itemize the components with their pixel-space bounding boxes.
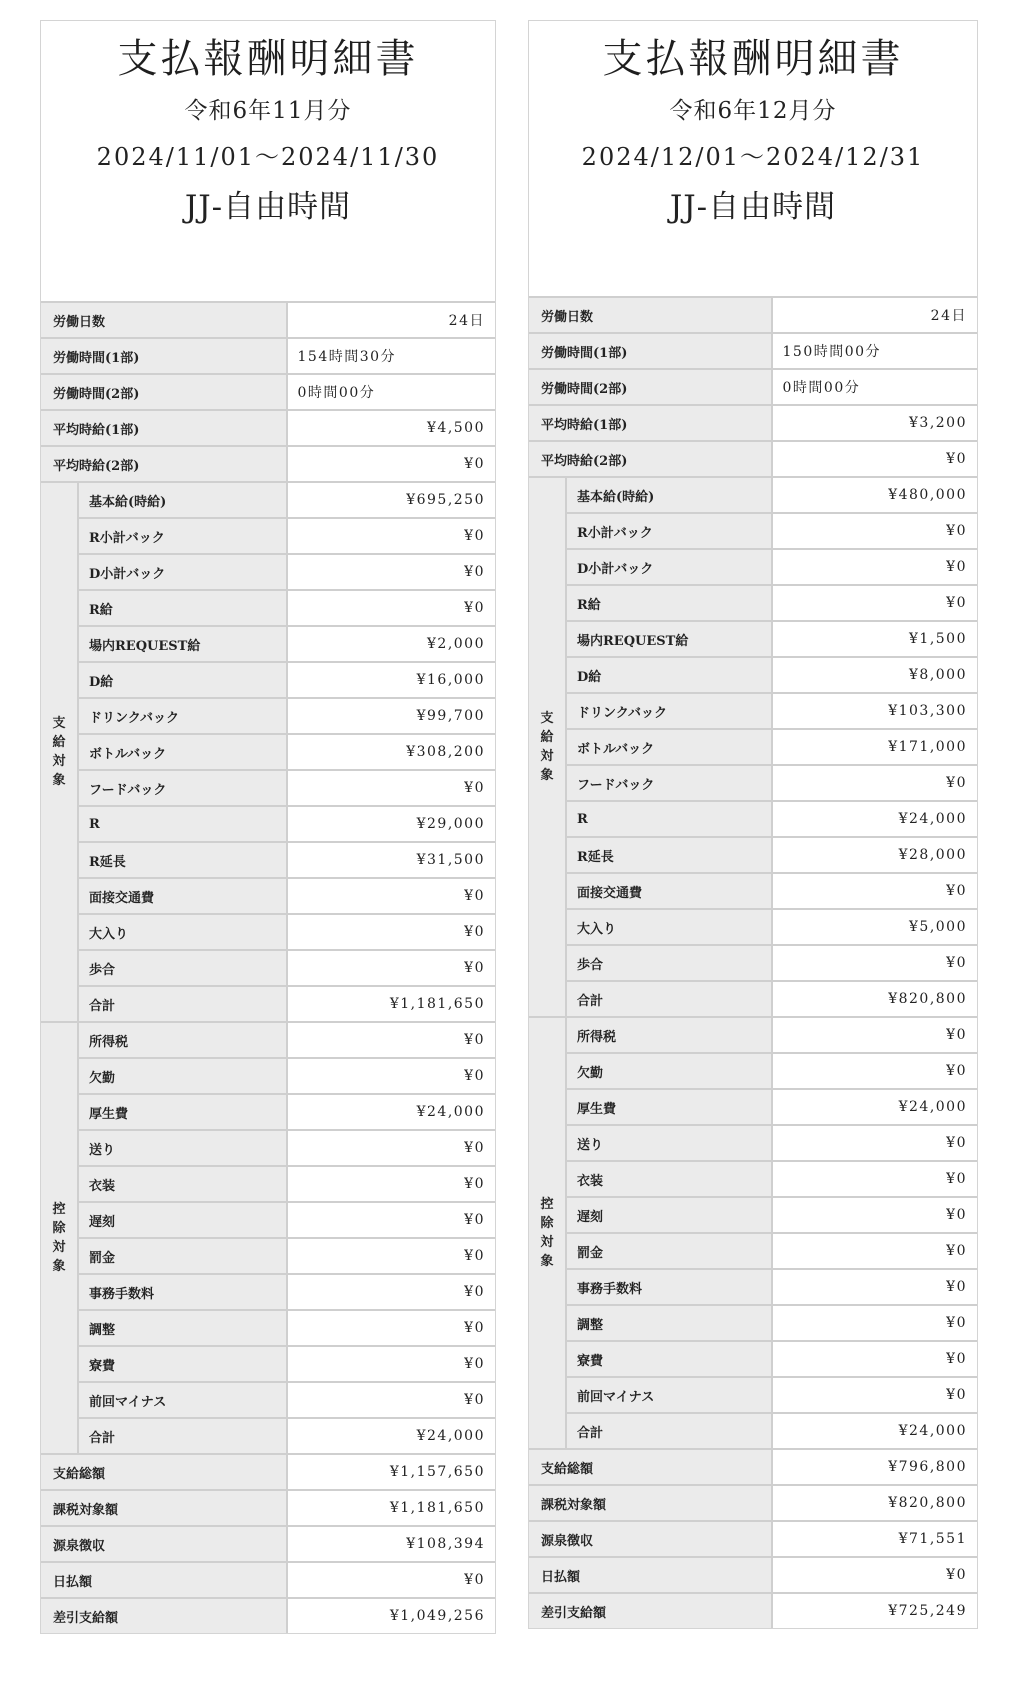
table-row [41,374,495,410]
slip-title: 支払報酬明細書 [117,36,419,82]
table-row [41,554,495,590]
slip-month: 令和6年11月分 [184,98,352,124]
row-label: 場内REQUEST給 [566,621,772,657]
table-row [529,981,977,1017]
slip-store: JJ-自由時間 [184,189,352,225]
row-label: 事務手数料 [566,1269,772,1305]
row-value: ¥103,300 [772,693,978,729]
row-value: ¥3,200 [772,405,978,441]
row-value: ¥24,000 [772,801,978,837]
row-value: ¥0 [772,873,978,909]
row-label: 寮費 [78,1346,287,1382]
row-value: ¥0 [772,585,978,621]
row-label: 支給総額 [529,1449,772,1485]
table-row [41,446,495,482]
row-label: 事務手数料 [78,1274,287,1310]
row-value: ¥0 [287,878,496,914]
table-row [41,662,495,698]
row-value: 0時間00分 [772,369,978,405]
row-label: 面接交通費 [78,878,287,914]
slip-period: 2024/11/01〜2024/11/30 [96,143,440,171]
table-row [41,842,495,878]
row-label: R [566,801,772,837]
deduction-group-label: 控除対象 [52,1202,66,1274]
row-label: フードバック [566,765,772,801]
row-value: ¥796,800 [772,1449,978,1485]
row-value: ¥2,000 [287,626,496,662]
table-row [41,1562,495,1598]
table-row [529,513,977,549]
row-label: 前回マイナス [566,1377,772,1413]
row-value: ¥0 [772,765,978,801]
table-row [529,1593,977,1628]
table-row [41,1454,495,1490]
row-value: ¥0 [287,446,496,482]
row-label: 罰金 [78,1238,287,1274]
row-value: ¥4,500 [287,410,496,446]
row-label: 送り [78,1130,287,1166]
row-value: ¥31,500 [287,842,496,878]
table-row [41,626,495,662]
row-value: ¥0 [772,945,978,981]
row-value: ¥0 [287,1130,496,1166]
row-value: ¥0 [772,1269,978,1305]
row-label: 労働時間(2部) [41,374,287,410]
table-row [41,1274,495,1310]
table-row [529,909,977,945]
table-row [41,1166,495,1202]
deduction-group-label: 控除対象 [540,1197,554,1269]
table-row [529,1125,977,1161]
row-label: 大入り [566,909,772,945]
row-label: 送り [566,1125,772,1161]
row-value: ¥71,551 [772,1521,978,1557]
table-row [529,1197,977,1233]
table-row [41,986,495,1022]
table-row [41,410,495,446]
row-label: 差引支給額 [529,1593,772,1628]
row-value: ¥16,000 [287,662,496,698]
row-label: 日払額 [41,1562,287,1598]
row-value: ¥0 [287,914,496,950]
row-label: R給 [566,585,772,621]
table-row [41,482,495,518]
deduction-group [529,1017,566,1449]
row-value: ¥24,000 [287,1094,496,1130]
row-label: R小計バック [78,518,287,554]
table-row [529,801,977,837]
row-value: ¥0 [287,1346,496,1382]
row-label: 合計 [566,981,772,1017]
row-value: ¥820,800 [772,1485,978,1521]
payment-group-label: 支給対象 [540,711,554,783]
row-value: ¥480,000 [772,477,978,513]
table-row [41,878,495,914]
table-row [529,1017,977,1053]
payment-group [41,482,78,1022]
row-value: ¥0 [287,1238,496,1274]
table-row [41,698,495,734]
row-label: 平均時給(2部) [529,441,772,477]
row-label: 調整 [78,1310,287,1346]
slip-period: 2024/12/01〜2024/12/31 [581,143,925,171]
row-label: 厚生費 [78,1094,287,1130]
table-row [41,302,495,338]
row-value: ¥1,157,650 [287,1454,496,1490]
row-label: 平均時給(1部) [41,410,287,446]
row-value: ¥695,250 [287,482,496,518]
payment-group-label: 支給対象 [52,716,66,788]
table-row [529,477,977,513]
table-row [529,765,977,801]
row-value: ¥0 [287,1562,496,1598]
row-label: 合計 [78,1418,287,1454]
table-row [529,333,977,369]
row-label: 基本給(時給) [566,477,772,513]
row-label: 差引支給額 [41,1598,287,1633]
row-label: 遅刻 [78,1202,287,1238]
row-value: ¥24,000 [772,1089,978,1125]
row-label: 所得税 [78,1022,287,1058]
row-value: ¥0 [287,1202,496,1238]
row-label: 罰金 [566,1233,772,1269]
table-row [41,1130,495,1166]
table-row [529,1377,977,1413]
row-value: ¥0 [772,1053,978,1089]
row-value: ¥0 [287,1274,496,1310]
row-label: ドリンクバック [566,693,772,729]
row-value: ¥0 [772,1305,978,1341]
row-value: ¥0 [287,554,496,590]
row-value: ¥1,500 [772,621,978,657]
row-value: 150時間00分 [772,333,978,369]
table-row [41,1202,495,1238]
row-label: 前回マイナス [78,1382,287,1418]
table-row [529,1053,977,1089]
row-value: ¥0 [772,1377,978,1413]
row-value: ¥24,000 [287,1418,496,1454]
row-label: 歩合 [566,945,772,981]
deduction-group [41,1022,78,1454]
table-row [529,945,977,981]
table-row [529,1557,977,1593]
row-value: ¥1,181,650 [287,1490,496,1526]
row-label: 厚生費 [566,1089,772,1125]
table-row [41,1526,495,1562]
row-value: ¥0 [287,770,496,806]
row-value: ¥24,000 [772,1413,978,1449]
row-label: 調整 [566,1305,772,1341]
row-label: 場内REQUEST給 [78,626,287,662]
row-label: ボトルバック [566,729,772,765]
row-label: 大入り [78,914,287,950]
row-value: ¥308,200 [287,734,496,770]
slip-table [41,301,495,1633]
table-row [529,549,977,585]
row-label: 労働時間(2部) [529,369,772,405]
table-row [529,1161,977,1197]
table-row [41,1310,495,1346]
row-label: D小計バック [78,554,287,590]
row-label: 所得税 [566,1017,772,1053]
table-row [529,1341,977,1377]
row-value: ¥0 [772,1017,978,1053]
table-row [41,950,495,986]
row-value: 0時間00分 [287,374,496,410]
row-value: ¥725,249 [772,1593,978,1628]
row-label: ドリンクバック [78,698,287,734]
row-label: 労働日数 [529,297,772,333]
row-value: ¥0 [772,1161,978,1197]
row-label: D給 [566,657,772,693]
row-label: 課税対象額 [41,1490,287,1526]
table-row [41,1598,495,1633]
table-row [41,518,495,554]
row-value: ¥8,000 [772,657,978,693]
row-value: ¥0 [287,1058,496,1094]
row-value: 24日 [287,302,496,338]
table-row [529,1485,977,1521]
table-row [529,1233,977,1269]
slip-header [529,21,977,296]
slip-title: 支払報酬明細書 [602,36,904,82]
pay-slip-december [528,20,978,1629]
row-value: ¥29,000 [287,806,496,842]
row-label: 労働時間(1部) [41,338,287,374]
row-label: 合計 [78,986,287,1022]
row-label: 源泉徴収 [41,1526,287,1562]
table-row [529,729,977,765]
table-row [529,405,977,441]
row-value: ¥0 [772,549,978,585]
row-label: 合計 [566,1413,772,1449]
row-label: 衣装 [78,1166,287,1202]
table-row [529,873,977,909]
row-value: ¥108,394 [287,1526,496,1562]
table-row [529,585,977,621]
row-value: ¥0 [772,1125,978,1161]
table-row [41,1238,495,1274]
table-row [41,806,495,842]
row-label: R延長 [78,842,287,878]
row-label: 日払額 [529,1557,772,1593]
row-value: ¥0 [772,513,978,549]
table-row [41,1022,495,1058]
table-row [41,1490,495,1526]
row-value: ¥1,049,256 [287,1598,496,1633]
row-label: R給 [78,590,287,626]
row-value: 24日 [772,297,978,333]
row-value: 154時間30分 [287,338,496,374]
table-row [529,1269,977,1305]
table-row [529,837,977,873]
table-row [529,1089,977,1125]
slip-store: JJ-自由時間 [669,189,837,225]
row-label: 歩合 [78,950,287,986]
row-label: ボトルバック [78,734,287,770]
row-value: ¥0 [287,518,496,554]
row-label: 遅刻 [566,1197,772,1233]
row-value: ¥0 [287,1310,496,1346]
row-label: D小計バック [566,549,772,585]
pay-slip-november [40,20,496,1634]
row-value: ¥0 [287,950,496,986]
row-label: 支給総額 [41,1454,287,1490]
row-label: 欠勤 [78,1058,287,1094]
table-row [529,657,977,693]
row-value: ¥171,000 [772,729,978,765]
row-label: 平均時給(2部) [41,446,287,482]
row-value: ¥5,000 [772,909,978,945]
row-label: 寮費 [566,1341,772,1377]
row-label: 平均時給(1部) [529,405,772,441]
row-value: ¥0 [287,1022,496,1058]
table-row [529,1521,977,1557]
row-label: 源泉徴収 [529,1521,772,1557]
table-row [41,1346,495,1382]
payment-group [529,477,566,1017]
row-label: 基本給(時給) [78,482,287,518]
table-row [529,1413,977,1449]
row-label: 衣装 [566,1161,772,1197]
row-value: ¥0 [287,1166,496,1202]
row-value: ¥1,181,650 [287,986,496,1022]
row-value: ¥820,800 [772,981,978,1017]
table-row [41,1058,495,1094]
row-label: 欠勤 [566,1053,772,1089]
slip-header [41,21,495,301]
row-value: ¥0 [772,441,978,477]
table-row [529,441,977,477]
slip-month: 令和6年12月分 [669,98,837,124]
row-label: D給 [78,662,287,698]
row-value: ¥99,700 [287,698,496,734]
table-row [529,369,977,405]
row-label: R小計バック [566,513,772,549]
row-value: ¥0 [772,1557,978,1593]
row-value: ¥0 [287,590,496,626]
table-row [41,1094,495,1130]
row-label: R延長 [566,837,772,873]
row-value: ¥0 [772,1341,978,1377]
table-row [41,914,495,950]
row-label: 労働日数 [41,302,287,338]
table-row [41,590,495,626]
table-row [41,1382,495,1418]
table-row [41,338,495,374]
row-value: ¥0 [287,1382,496,1418]
slip-table [529,296,977,1628]
table-row [529,1449,977,1485]
table-row [529,297,977,333]
row-label: 課税対象額 [529,1485,772,1521]
row-label: 面接交通費 [566,873,772,909]
table-row [41,1418,495,1454]
row-value: ¥0 [772,1197,978,1233]
row-value: ¥28,000 [772,837,978,873]
table-row [529,621,977,657]
row-value: ¥0 [772,1233,978,1269]
row-label: 労働時間(1部) [529,333,772,369]
row-label: フードバック [78,770,287,806]
table-row [41,734,495,770]
row-label: R [78,806,287,842]
table-row [529,693,977,729]
table-row [529,1305,977,1341]
table-row [41,770,495,806]
